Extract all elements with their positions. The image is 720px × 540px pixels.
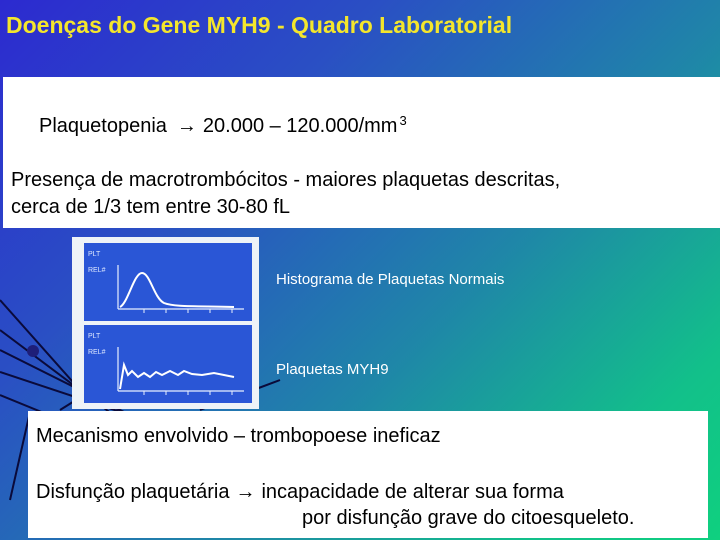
- plaquetopenia-line: [39, 113, 407, 138]
- right-arrow-icon: →: [176, 115, 197, 137]
- disfuncao-line: [36, 481, 564, 504]
- histogram-panel: [72, 237, 259, 409]
- tag-rel-top: REL#: [88, 267, 106, 274]
- superscript-3: 3: [399, 113, 407, 128]
- slide-title: Doenças do Gene MYH9 - Quadro Laboratorial: [6, 12, 513, 38]
- citoesqueleto-line: por disfunção grave do citoesqueleto.: [302, 507, 635, 529]
- histogram-myh9-screen: [84, 325, 252, 403]
- mecanismo-line: Mecanismo envolvido – trombopoese ineficaz: [36, 425, 441, 447]
- info-box-top: [3, 77, 720, 228]
- tag-rel-bottom: REL#: [88, 349, 106, 356]
- macrotrombocitos-line: Presença de macrotrombócitos - maiores plaquetas descritas,: [11, 169, 561, 191]
- tag-plt-top: PLT: [88, 251, 101, 258]
- tag-plt-bottom: PLT: [88, 333, 101, 340]
- disfuncao-label: Disfunção plaquetária: [36, 481, 230, 503]
- histogram-normal-curve: [84, 243, 252, 321]
- plaquetopenia-range: 20.000 – 120.000/mm: [202, 115, 398, 137]
- label-plaquetas-myh9: Plaquetas MYH9: [276, 361, 389, 378]
- label-histogram-normal: Histograma de Plaquetas Normais: [276, 271, 505, 288]
- info-box-bottom: [28, 411, 708, 538]
- bullet-dot: [27, 345, 39, 357]
- volume-line: cerca de 1/3 tem entre 30-80 fL: [11, 196, 291, 218]
- right-arrow-icon: →: [235, 481, 256, 503]
- histogram-myh9-curve: [84, 325, 252, 403]
- histogram-normal-screen: [84, 243, 252, 321]
- disfuncao-consequencia: incapacidade de alterar sua forma: [261, 481, 564, 503]
- plaquetopenia-label: Plaquetopenia: [39, 115, 167, 137]
